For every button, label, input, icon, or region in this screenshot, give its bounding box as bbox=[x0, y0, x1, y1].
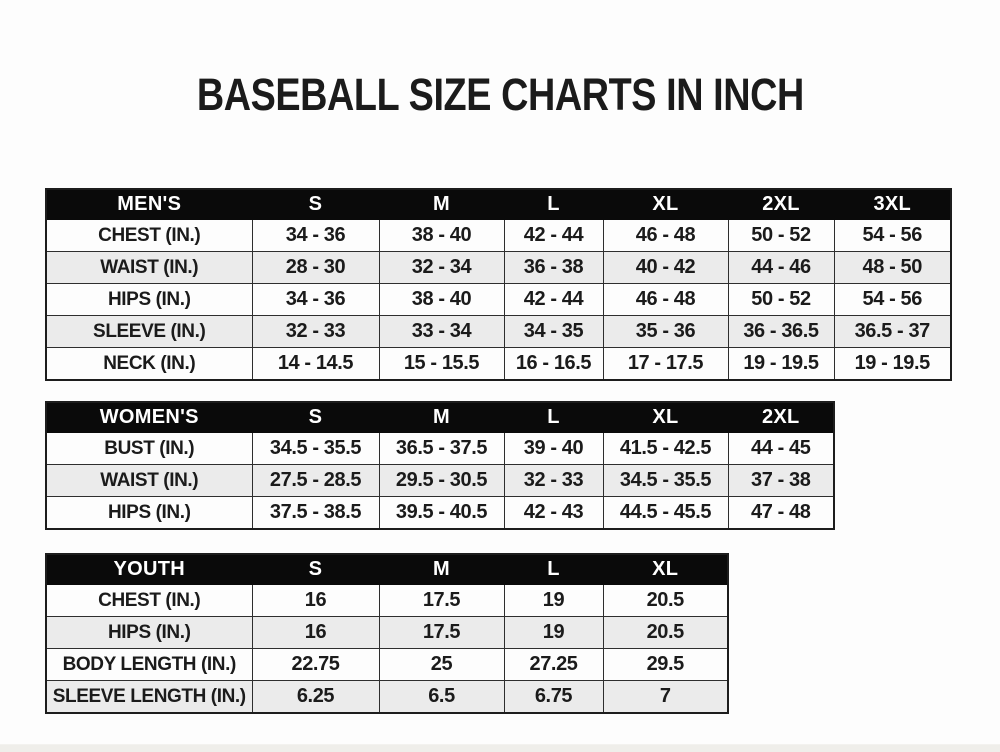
value-cell: 34 - 35 bbox=[504, 316, 603, 348]
table-header-row bbox=[46, 554, 728, 585]
value-cell: 17 - 17.5 bbox=[603, 348, 728, 381]
table-title-cell: MEN'S bbox=[46, 189, 252, 220]
value-cell: 32 - 33 bbox=[252, 316, 379, 348]
youth-size-table bbox=[45, 553, 729, 714]
value-cell: 6.75 bbox=[504, 681, 603, 714]
value-cell: 29.5 - 30.5 bbox=[379, 465, 504, 497]
value-cell: 36.5 - 37.5 bbox=[379, 433, 504, 465]
value-cell: 34.5 - 35.5 bbox=[252, 433, 379, 465]
value-cell: 46 - 48 bbox=[603, 284, 728, 316]
value-cell: 42 - 44 bbox=[504, 220, 603, 252]
size-header-cell: M bbox=[379, 402, 504, 433]
size-header-cell: L bbox=[504, 402, 603, 433]
value-cell: 6.25 bbox=[252, 681, 379, 714]
size-header-cell: M bbox=[379, 189, 504, 220]
table-row bbox=[46, 252, 951, 284]
table-row bbox=[46, 316, 951, 348]
size-header-cell: S bbox=[252, 554, 379, 585]
value-cell: 16 bbox=[252, 617, 379, 649]
mens-size-table bbox=[45, 188, 952, 381]
value-cell: 46 - 48 bbox=[603, 220, 728, 252]
value-cell: 35 - 36 bbox=[603, 316, 728, 348]
value-cell: 36.5 - 37 bbox=[834, 316, 951, 348]
size-header-cell: M bbox=[379, 554, 504, 585]
table-header-row bbox=[46, 402, 834, 433]
table-row bbox=[46, 585, 728, 617]
value-cell: 27.5 - 28.5 bbox=[252, 465, 379, 497]
page-title: BASEBALL SIZE CHARTS IN INCH bbox=[196, 69, 804, 120]
value-cell: 25 bbox=[379, 649, 504, 681]
table-row bbox=[46, 465, 834, 497]
row-label-cell: SLEEVE LENGTH (IN.) bbox=[46, 681, 252, 714]
size-header-cell: 2XL bbox=[728, 189, 834, 220]
size-header-cell: XL bbox=[603, 189, 728, 220]
womens-size-table bbox=[45, 401, 835, 530]
value-cell: 17.5 bbox=[379, 585, 504, 617]
size-header-cell: 2XL bbox=[728, 402, 834, 433]
value-cell: 15 - 15.5 bbox=[379, 348, 504, 381]
value-cell: 37.5 - 38.5 bbox=[252, 497, 379, 530]
row-label-cell: BODY LENGTH (IN.) bbox=[46, 649, 252, 681]
value-cell: 16 bbox=[252, 585, 379, 617]
row-label-cell: BUST (IN.) bbox=[46, 433, 252, 465]
value-cell: 32 - 33 bbox=[504, 465, 603, 497]
table-row bbox=[46, 681, 728, 714]
size-header-cell: S bbox=[252, 189, 379, 220]
row-label-cell: SLEEVE (IN.) bbox=[46, 316, 252, 348]
value-cell: 47 - 48 bbox=[728, 497, 834, 530]
row-label-cell: WAIST (IN.) bbox=[46, 252, 252, 284]
value-cell: 42 - 44 bbox=[504, 284, 603, 316]
value-cell: 19 - 19.5 bbox=[834, 348, 951, 381]
value-cell: 38 - 40 bbox=[379, 220, 504, 252]
value-cell: 44 - 46 bbox=[728, 252, 834, 284]
value-cell: 38 - 40 bbox=[379, 284, 504, 316]
value-cell: 20.5 bbox=[603, 617, 728, 649]
table-row bbox=[46, 284, 951, 316]
value-cell: 19 - 19.5 bbox=[728, 348, 834, 381]
scan-edge-artifact bbox=[0, 744, 1000, 752]
row-label-cell: CHEST (IN.) bbox=[46, 220, 252, 252]
value-cell: 50 - 52 bbox=[728, 220, 834, 252]
value-cell: 42 - 43 bbox=[504, 497, 603, 530]
value-cell: 27.25 bbox=[504, 649, 603, 681]
value-cell: 44.5 - 45.5 bbox=[603, 497, 728, 530]
value-cell: 6.5 bbox=[379, 681, 504, 714]
value-cell: 34.5 - 35.5 bbox=[603, 465, 728, 497]
value-cell: 36 - 36.5 bbox=[728, 316, 834, 348]
value-cell: 50 - 52 bbox=[728, 284, 834, 316]
value-cell: 34 - 36 bbox=[252, 220, 379, 252]
table-row bbox=[46, 348, 951, 381]
size-header-cell: 3XL bbox=[834, 189, 951, 220]
row-label-cell: HIPS (IN.) bbox=[46, 497, 252, 530]
value-cell: 29.5 bbox=[603, 649, 728, 681]
size-header-cell: L bbox=[504, 189, 603, 220]
value-cell: 44 - 45 bbox=[728, 433, 834, 465]
value-cell: 20.5 bbox=[603, 585, 728, 617]
value-cell: 39 - 40 bbox=[504, 433, 603, 465]
table-header-row bbox=[46, 189, 951, 220]
value-cell: 28 - 30 bbox=[252, 252, 379, 284]
value-cell: 22.75 bbox=[252, 649, 379, 681]
table-row bbox=[46, 220, 951, 252]
value-cell: 37 - 38 bbox=[728, 465, 834, 497]
value-cell: 19 bbox=[504, 585, 603, 617]
value-cell: 36 - 38 bbox=[504, 252, 603, 284]
table-row bbox=[46, 617, 728, 649]
value-cell: 34 - 36 bbox=[252, 284, 379, 316]
value-cell: 7 bbox=[603, 681, 728, 714]
table-title-cell: YOUTH bbox=[46, 554, 252, 585]
value-cell: 19 bbox=[504, 617, 603, 649]
table-row bbox=[46, 649, 728, 681]
value-cell: 32 - 34 bbox=[379, 252, 504, 284]
size-header-cell: L bbox=[504, 554, 603, 585]
value-cell: 33 - 34 bbox=[379, 316, 504, 348]
value-cell: 39.5 - 40.5 bbox=[379, 497, 504, 530]
value-cell: 41.5 - 42.5 bbox=[603, 433, 728, 465]
row-label-cell: WAIST (IN.) bbox=[46, 465, 252, 497]
table-row bbox=[46, 497, 834, 530]
value-cell: 54 - 56 bbox=[834, 220, 951, 252]
value-cell: 17.5 bbox=[379, 617, 504, 649]
size-header-cell: S bbox=[252, 402, 379, 433]
value-cell: 48 - 50 bbox=[834, 252, 951, 284]
value-cell: 16 - 16.5 bbox=[504, 348, 603, 381]
table-title-cell: WOMEN'S bbox=[46, 402, 252, 433]
size-header-cell: XL bbox=[603, 554, 728, 585]
row-label-cell: CHEST (IN.) bbox=[46, 585, 252, 617]
value-cell: 14 - 14.5 bbox=[252, 348, 379, 381]
page-title-container bbox=[0, 69, 1000, 120]
value-cell: 54 - 56 bbox=[834, 284, 951, 316]
row-label-cell: HIPS (IN.) bbox=[46, 284, 252, 316]
row-label-cell: HIPS (IN.) bbox=[46, 617, 252, 649]
value-cell: 40 - 42 bbox=[603, 252, 728, 284]
size-header-cell: XL bbox=[603, 402, 728, 433]
row-label-cell: NECK (IN.) bbox=[46, 348, 252, 381]
table-row bbox=[46, 433, 834, 465]
